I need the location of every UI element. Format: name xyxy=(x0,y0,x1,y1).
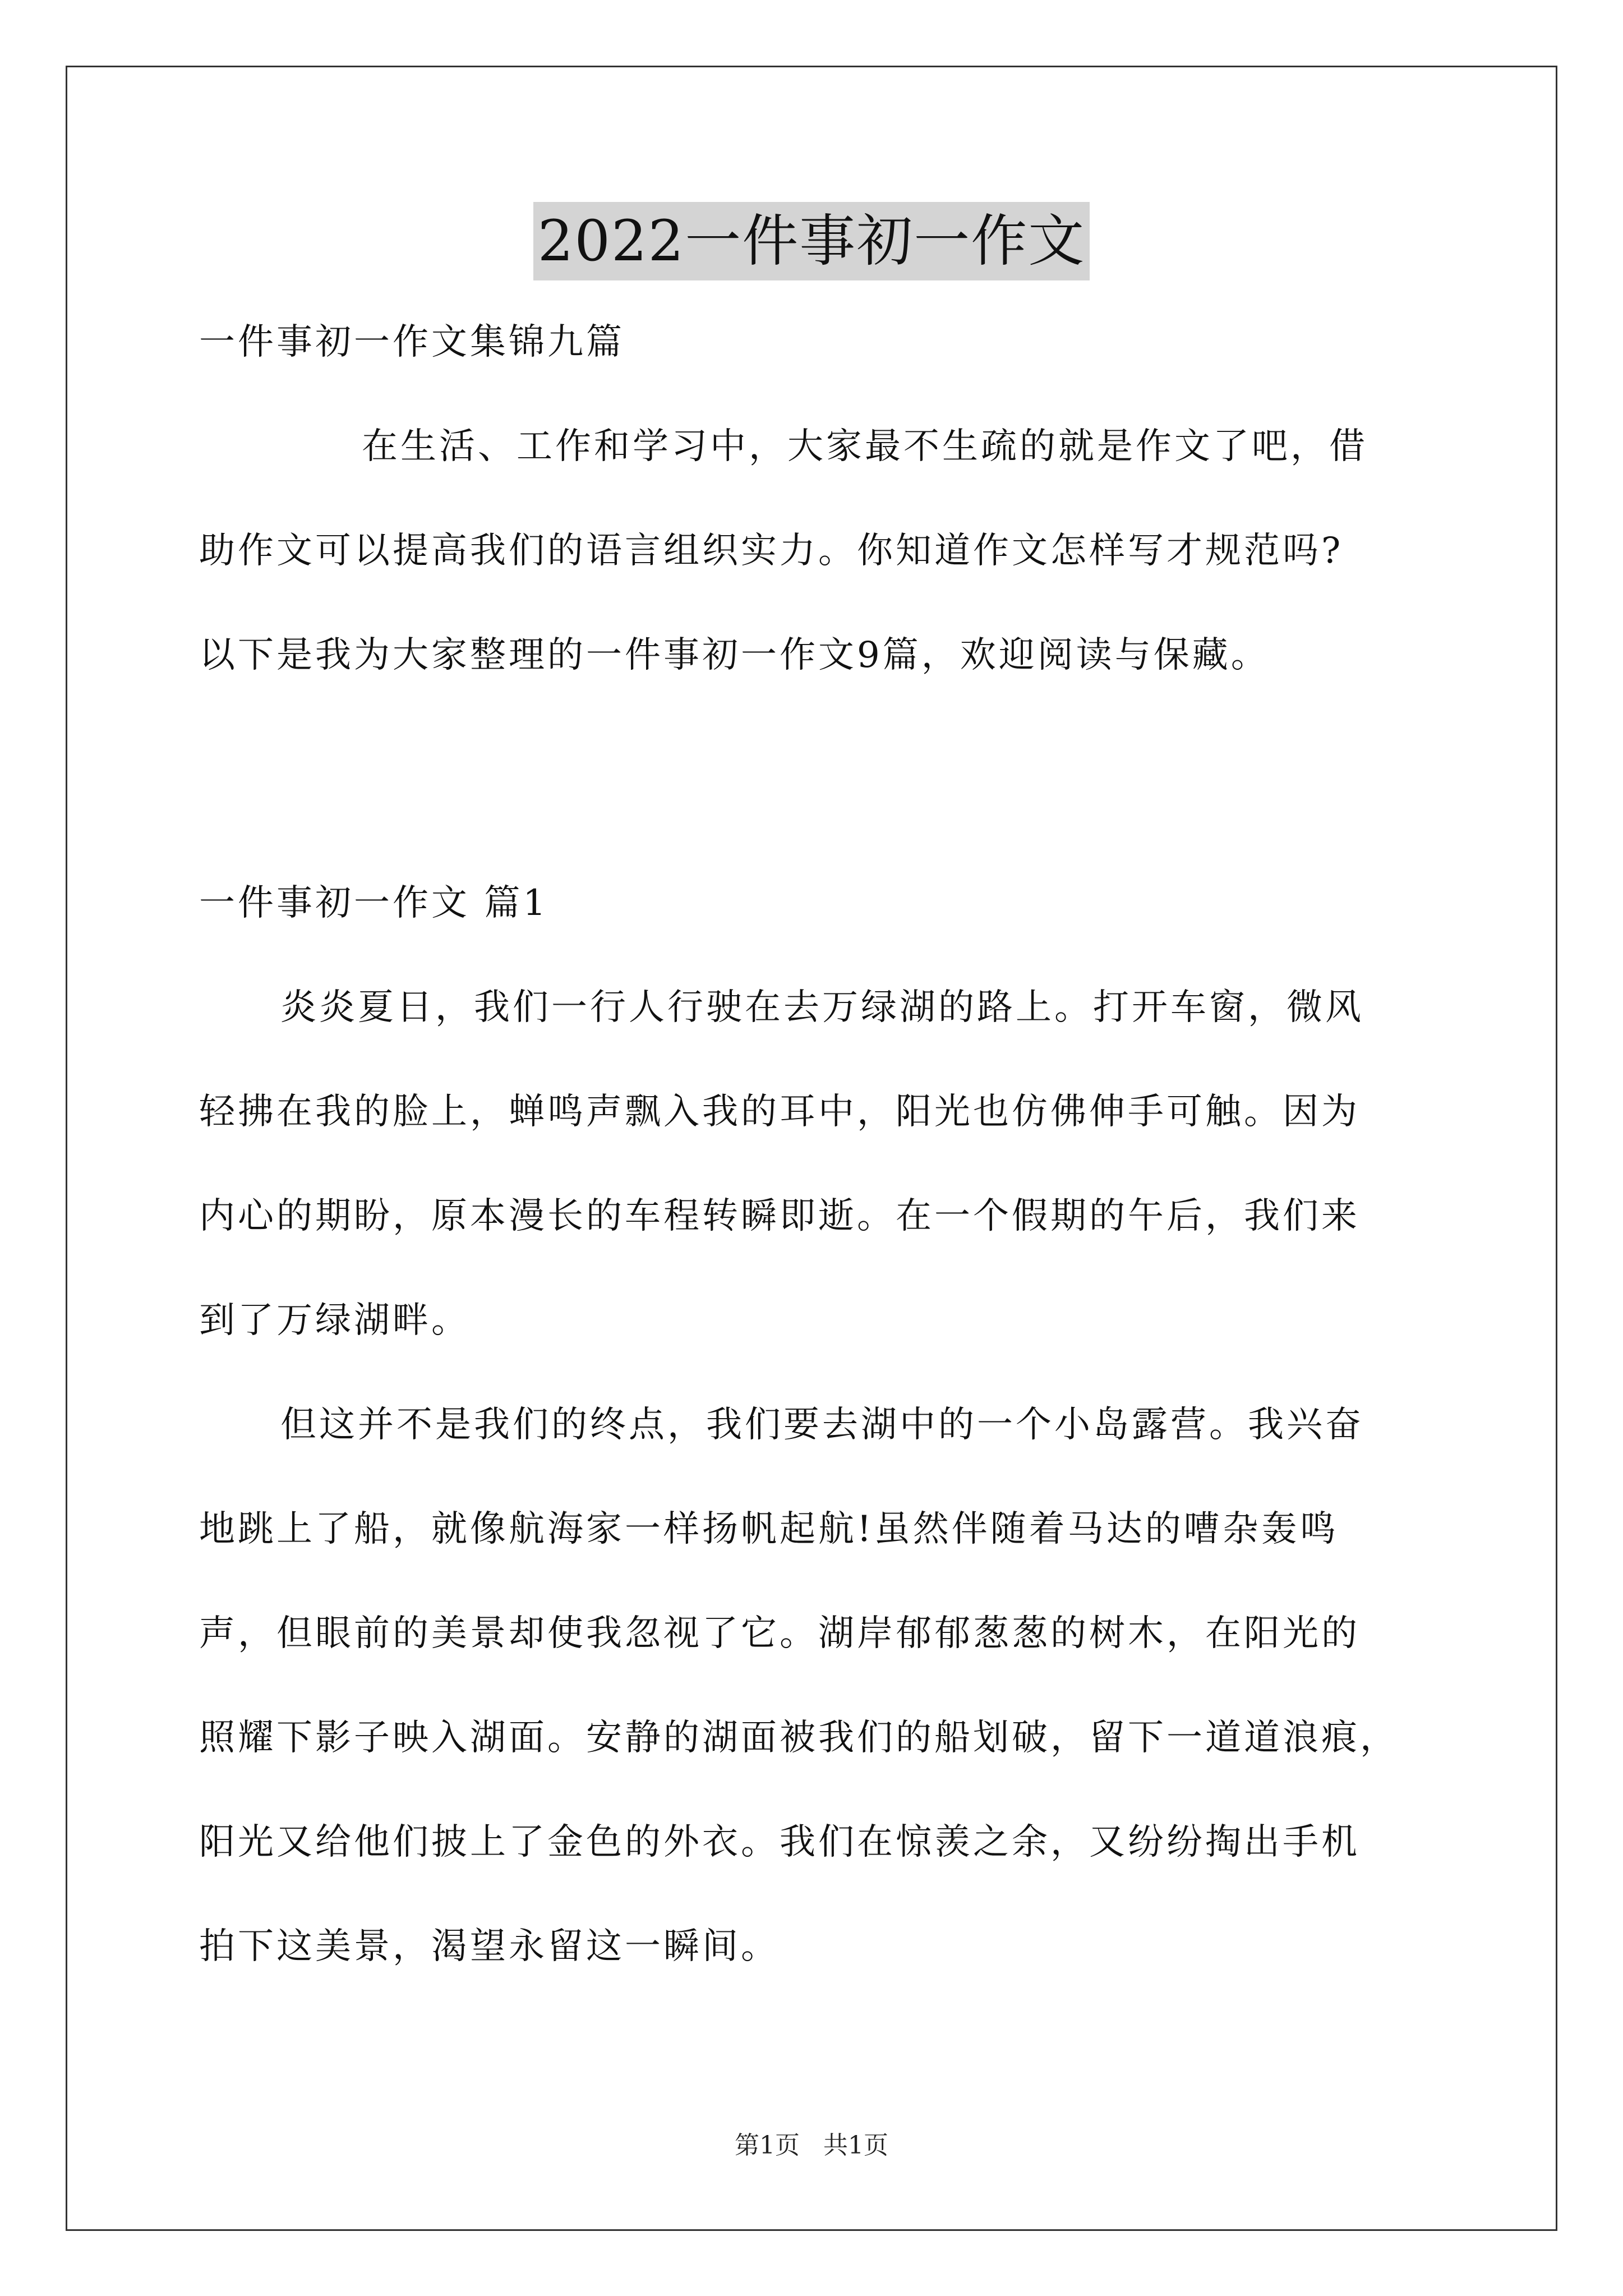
document-body xyxy=(199,314,1422,2109)
paragraph-line: 到了万绿湖畔。 xyxy=(199,1300,470,1341)
intro-line: 助作文可以提高我们的语言组织实力。你知道作文怎样写才规范吗? xyxy=(199,530,1344,572)
paragraph-line: 拍下这美景，渴望永留这一瞬间。 xyxy=(199,1926,780,1967)
page-footer: 第1页 共1页 xyxy=(735,2131,888,2160)
intro-line: 在生活、工作和学习中，大家最不生疏的就是作文了吧，借 xyxy=(362,426,1368,467)
document-title: 2022一件事初一作文 xyxy=(533,202,1090,280)
intro-line: 以下是我为大家整理的一件事初一作文9篇，欢迎阅读与保藏。 xyxy=(199,634,1270,676)
paragraph-line: 炎炎夏日，我们一行人行驶在去万绿湖的路上。打开车窗，微风 xyxy=(280,987,1364,1028)
paragraph-line: 轻拂在我的脸上，蝉鸣声飘入我的耳中，阳光也仿佛伸手可触。因为 xyxy=(199,1091,1360,1133)
title-area xyxy=(0,202,1623,280)
section-heading: 一件事初一作文 篇1 xyxy=(199,882,549,924)
paragraph-line: 声，但眼前的美景却使我忽视了它。湖岸郁郁葱葱的树木，在阳光的 xyxy=(199,1613,1360,1654)
paragraph-line: 内心的期盼，原本漫长的车程转瞬即逝。在一个假期的午后，我们来 xyxy=(199,1195,1360,1237)
paragraph-line: 但这并不是我们的终点，我们要去湖中的一个小岛露营。我兴奋 xyxy=(280,1404,1364,1446)
document-subtitle: 一件事初一作文集锦九篇 xyxy=(199,321,625,363)
paragraph-line: 照耀下影子映入湖面。安静的湖面被我们的船划破，留下一道道浪痕， xyxy=(199,1717,1399,1759)
paragraph-line: 地跳上了船，就像航海家一样扬帆起航!虽然伴随着马达的嘈杂轰鸣 xyxy=(199,1508,1339,1550)
paragraph-line: 阳光又给他们披上了金色的外衣。我们在惊羡之余，又纷纷掏出手机 xyxy=(199,1821,1360,1863)
